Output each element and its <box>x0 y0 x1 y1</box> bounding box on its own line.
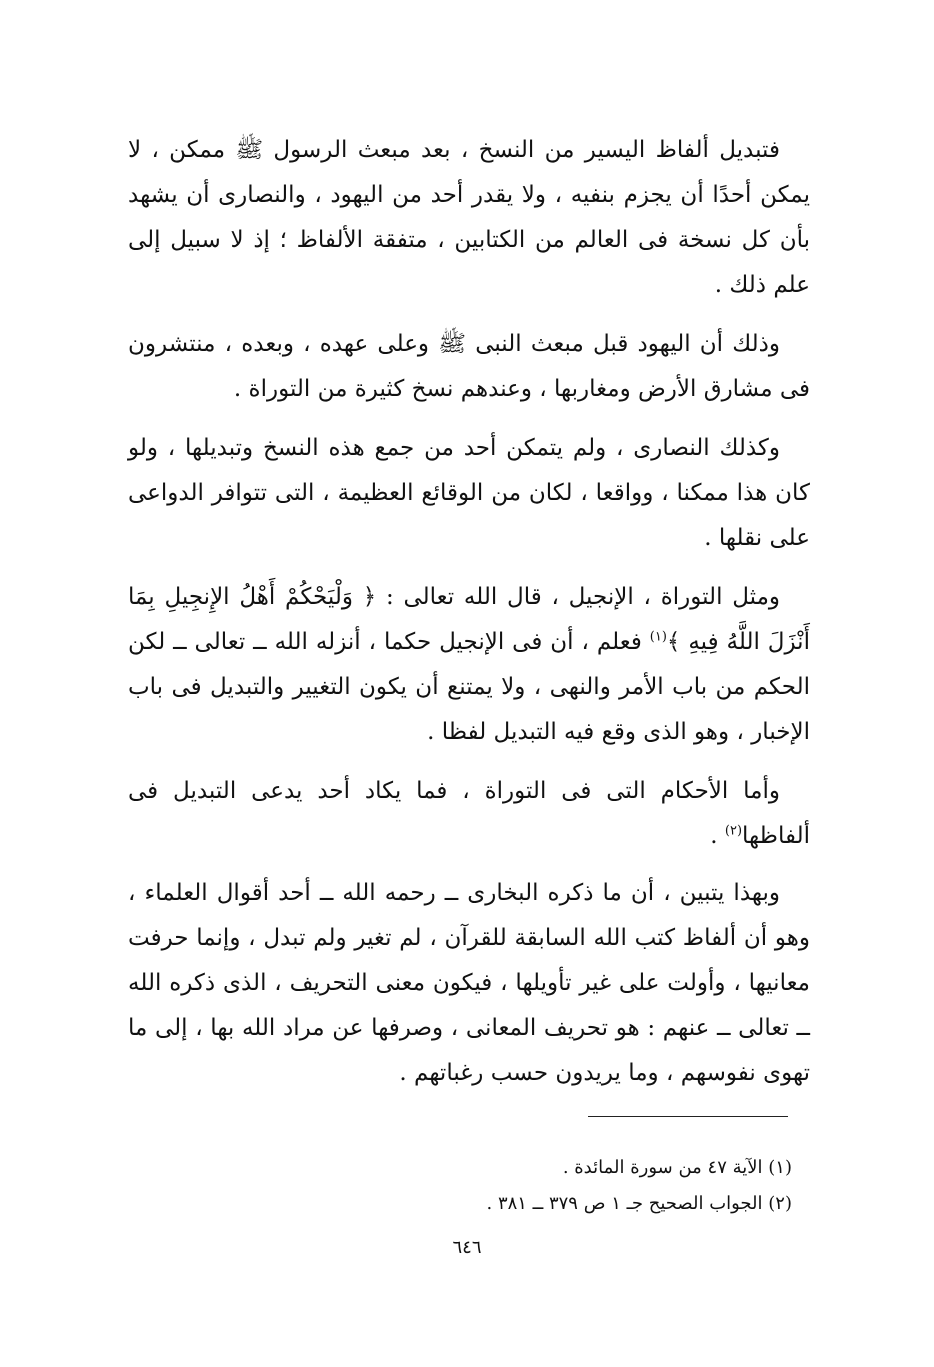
main-text <box>128 128 810 1110</box>
paragraph-6: وبهذا يتبين ، أن ما ذكره البخارى ــ رحمه الله ــ أحد أقوال العلماء ، وهو أن ألفاظ كتب الله السابقة للقرآن ، لم تغير ولم تبدل ، وإنما حرفت معانيها ، وأولت على غير تأويلها ، فيكون معنى التحريف ، الذى ذكره الله ــ تعالى ــ عنهم : هو تحريف المعانى ، وصرفها عن مراد الله بها ، إلى ما تهوى نفوسهم ، وما يريدون حسب رغباتهم . <box>128 880 810 1086</box>
footnote-1: (١) الآية ٤٧ من سورة المائدة . <box>562 1157 792 1178</box>
footnotes <box>400 1150 792 1222</box>
footnote-ref-2: (٢) <box>724 823 743 839</box>
paragraph-5-end: . <box>710 823 725 849</box>
paragraph-4-rest: فعلم ، أن فى الإنجيل حكما ، أنزله الله ــ تعالى ــ لكن الحكم من باب الأمر والنهى ، ولا يمتنع أن يكون التغيير والتبديل فى باب الإخبار ، وهو الذى وقع فيه التبديل لفظا . <box>128 629 810 745</box>
paragraph-3: وكذلك النصارى ، ولم يتمكن أحد من جمع هذه النسخ وتبديلها ، ولو كان هذا ممكنا ، وواقعا ، لكان من الوقائع العظيمة ، التى تتوافر الدواعى على نقلها . <box>128 435 810 551</box>
footnote-2: (٢) الجواب الصحيح جـ ١ ص ٣٧٩ ــ ٣٨١ . <box>486 1193 792 1214</box>
paragraph-1: فتبديل ألفاظ اليسير من النسخ ، بعد مبعث الرسول ﷺ ممكن ، لا يمكن أحدًا أن يجزم بنفيه ، ولا يقدر أحد من اليهود ، والنصارى أن يشهد بأن كل نسخة فى العالم من الكتابين ، متفقة الألفاظ ؛ إذ لا سبيل إلى علم ذلك . <box>128 137 810 298</box>
paragraph-2: وذلك أن اليهود قبل مبعث النبى ﷺ وعلى عهده ، وبعده ، منتشرون فى مشارق الأرض ومغاربها ، وعندهم نسخ كثيرة من التوراة . <box>128 331 810 402</box>
paragraph-4-intro: ومثل التوراة ، الإنجيل ، قال الله تعالى : <box>376 584 781 610</box>
page-number: ٦٤٦ <box>452 1237 482 1258</box>
footnote-ref-1: (١) <box>649 629 667 645</box>
paragraph-4 <box>128 575 810 755</box>
paragraph-5-text: وأما الأحكام التى فى التوراة ، فما يكاد أحد يدعى التبديل فى ألفاظها <box>128 778 810 849</box>
quran-quote: ﴿ وَلْيَحْكُمْ أَهْلُ الإِنجِيلِ بِمَا أَنْزَلَ اللَّهُ فِيهِ ﴾ <box>128 584 810 655</box>
footnote-separator <box>588 1116 788 1117</box>
paragraph-5 <box>128 769 810 859</box>
